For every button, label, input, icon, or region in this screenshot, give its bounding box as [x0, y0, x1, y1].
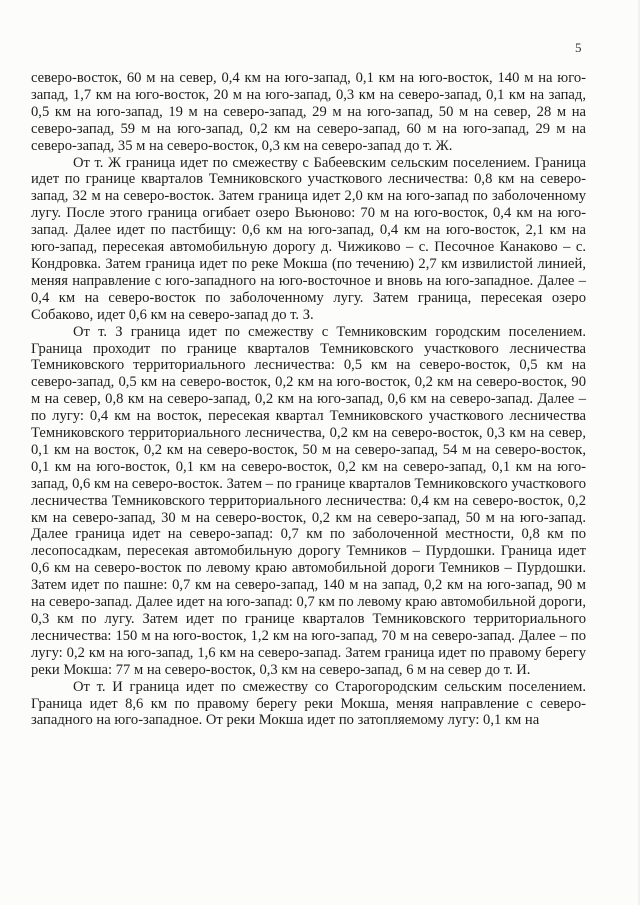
paragraph-point-i: От т. И граница идет по смежеству со Старогородским сельским поселением. Граница идет 8,6 км по правому берегу реки Мокша, меняя направление с северо-западного на юго-западное. От реки Мокша идет по затопляемому лугу: 0,1 км на [31, 678, 586, 729]
page-number: 5 [575, 40, 582, 55]
paragraph-point-z: От т. З граница идет по смежеству с Темниковским городским поселением. Граница проходит по границе кварталов Темниковского участкового лесничества Темниковского территориального лесничества: 0,5 км на северо-восток, 0,5 км на северо-запад, 0,5 км на северо-восток, 0,2 км на юго-восток, 0,2 км на северо-восток, 90 м на север, 0,8 км на северо-запад, 0,2 км на юго-запад, 0,6 км на северо-запад. Далее – по лугу: 0,4 км на восток, пересекая квартал Темниковского участкового лесничества Темниковского территориального лесничества, 0,2 км на северо-восток, 0,3 км на север, 0,1 км на восток, 0,2 км на северо-восток, 50 м на северо-запад, 54 м на северо-восток, 0,1 км на юго-восток, 0,1 км на северо-восток, 0,2 км на северо-запад, 0,1 км на юго-запад, 0,6 км на северо-восток. Затем – по границе кварталов Темниковского участкового лесничества Темниковского территориального лесничества: 0,4 км на северо-восток, 0,2 км на северо-запад, 30 м на северо-восток, 0,2 км на северо-запад, 50 м на юго-запад. Далее граница идет на северо-запад: 0,7 км по заболоченной местности, 0,8 км по лесопосадкам, пересекая автомобильную дорогу Темников – Пурдошки. Граница идет 0,6 км на северо-восток по левому краю автомобильной дороги Темников – Пурдошки. Затем идет по пашне: 0,7 км на северо-запад, 140 м на запад, 0,2 км на юго-запад, 90 м на северо-запад. Далее идет на юго-запад: 0,7 км по левому краю автомобильной дороги, 0,3 км по лугу. Затем идет по границе кварталов Темниковского территориального лесничества: 150 м на юго-восток, 1,2 км на юго-запад, 70 м на северо-запад. Далее – по лугу: 0,2 км на юго-запад, 1,6 км на северо-запад. Затем граница идет по правому берегу реки Мокша: 77 м на северо-восток, 0,3 км на северо-запад, 6 м на север до т. И. [31, 323, 586, 678]
document-body [31, 70, 586, 729]
paragraph-point-zh: От т. Ж граница идет по смежеству с Бабеевским сельским поселением. Граница идет по границе кварталов Темниковского участкового лесничества: 0,8 км на северо-запад, 32 м на северо-восток. Затем граница идет 2,0 км на юго-запад по заболоченному лугу. После этого граница огибает озеро Вьюново: 70 м на юго-восток, 0,4 км на юго-запад. Далее идет по пастбищу: 0,6 км на юго-запад, 0,4 км на юго-восток, 2,1 км на юго-запад, пересекая автомобильную дорогу д. Чижиково – с. Песочное Канаково – с. Кондровка. Затем граница идет по реке Мокша (по течению) 2,7 км извилистой линией, меняя направление с юго-западного на юго-восточное и вновь на юго-западное. Далее – 0,4 км на северо-восток по заболоченному лугу. Затем граница, пересекая озеро Собаково, идет 0,6 км на северо-запад до т. З. [31, 154, 586, 323]
paragraph-continuation: северо-восток, 60 м на север, 0,4 км на юго-запад, 0,1 км на юго-восток, 140 м на юго-запад, 1,7 км на юго-восток, 20 м на юго-запад, 0,3 км на северо-запад, 0,1 км на запад, 0,5 км на юго-запад, 19 м на северо-запад, 29 м на юго-запад, 50 м на север, 28 м на северо-запад, 59 м на юго-запад, 0,2 км на северо-запад, 60 м на юго-запад, 29 м на северо-запад, 35 м на северо-восток, 0,3 км на северо-запад до т. Ж. [31, 70, 586, 154]
